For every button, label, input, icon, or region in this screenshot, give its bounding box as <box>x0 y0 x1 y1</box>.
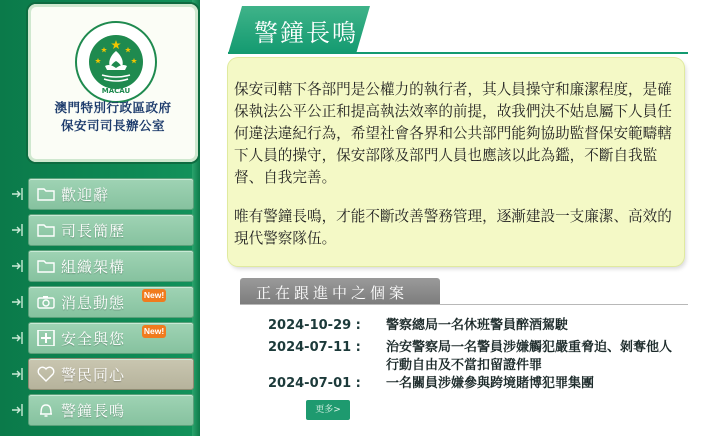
enter-arrow-icon <box>10 366 26 382</box>
new-badge: New! <box>143 290 165 300</box>
more-button[interactable]: 更多> <box>306 400 350 420</box>
folder-icon <box>37 186 55 202</box>
enter-arrow-icon <box>10 330 26 346</box>
enter-arrow-icon <box>10 222 26 238</box>
sidebar-item-welcome[interactable] <box>28 178 194 210</box>
statement-paragraph-1: 保安司轄下各部門是公權力的執行者，其人員操守和廉潔程度，是確保執法公平公正和提高執法效率的前提，故我們決不姑息屬下人員任何違法違紀行為，希望社會各界和公共部門能夠協助監督保安範疇轄下人員的操守，保安部隊及部門人員也應該以此為鑑，不斷自我監督、自我完善。 <box>234 81 672 186</box>
sidebar-item-alarm-bell[interactable] <box>28 394 194 426</box>
sidebar-item-label: 警民同心 <box>61 366 126 384</box>
sidebar-item-label: 歡迎辭 <box>61 186 110 204</box>
enter-arrow-icon <box>10 294 26 310</box>
sidebar-item-label: 警鐘長鳴 <box>61 402 126 420</box>
cases-section-title: 正在跟進中之個案 <box>256 284 409 302</box>
sidebar-item-news[interactable] <box>28 286 194 318</box>
sidebar-item-safety[interactable] <box>28 322 194 354</box>
org-name-line2: 保安司司長辦公室 <box>60 118 165 133</box>
case-date: 2024-07-11 : <box>268 340 361 355</box>
case-date: 2024-07-01 : <box>268 376 361 391</box>
camera-icon <box>37 294 55 310</box>
statement-paragraph-2: 唯有警鐘長鳴，才能不斷改善警務管理，逐漸建設一支廉潔、高效的現代警察隊伍。 <box>234 208 672 247</box>
folder-icon <box>37 222 55 238</box>
enter-arrow-icon <box>10 186 26 202</box>
title-divider <box>228 52 688 54</box>
enter-arrow-icon <box>10 402 26 418</box>
page-title: 警鐘長鳴 <box>254 19 358 47</box>
svg-text:MACAU: MACAU <box>101 87 131 95</box>
sidebar-item-biography[interactable] <box>28 214 194 246</box>
new-badge: New! <box>143 326 165 336</box>
case-link[interactable]: 警察總局一名休班警員醉酒駕駛 <box>386 318 569 333</box>
sidebar-item-label: 司長簡歷 <box>61 222 126 240</box>
enter-arrow-icon <box>10 258 26 274</box>
heart-icon <box>37 366 55 382</box>
case-date: 2024-10-29 : <box>268 318 361 333</box>
sidebar-item-label: 消息動態 <box>61 294 126 312</box>
sidebar-item-label: 組織架構 <box>61 258 126 276</box>
sidebar-item-police-community[interactable] <box>28 358 194 390</box>
cases-divider <box>240 304 688 305</box>
folder-icon <box>37 258 55 274</box>
macau-emblem-logo <box>74 20 158 104</box>
sidebar-item-label: 安全與您 <box>61 330 126 348</box>
sidebar-item-organization[interactable] <box>28 250 194 282</box>
plus-icon <box>37 330 55 346</box>
bell-icon <box>37 402 55 418</box>
case-link[interactable]: 治安警察局一名警員涉嫌觸犯嚴重脅迫、剝奪他人行動自由及不當扣留證件罪 <box>386 340 673 373</box>
case-link[interactable]: 一名關員涉嫌參與跨境賭博犯罪集團 <box>386 376 595 391</box>
org-name-line1: 澳門特別行政區政府 <box>54 100 172 115</box>
